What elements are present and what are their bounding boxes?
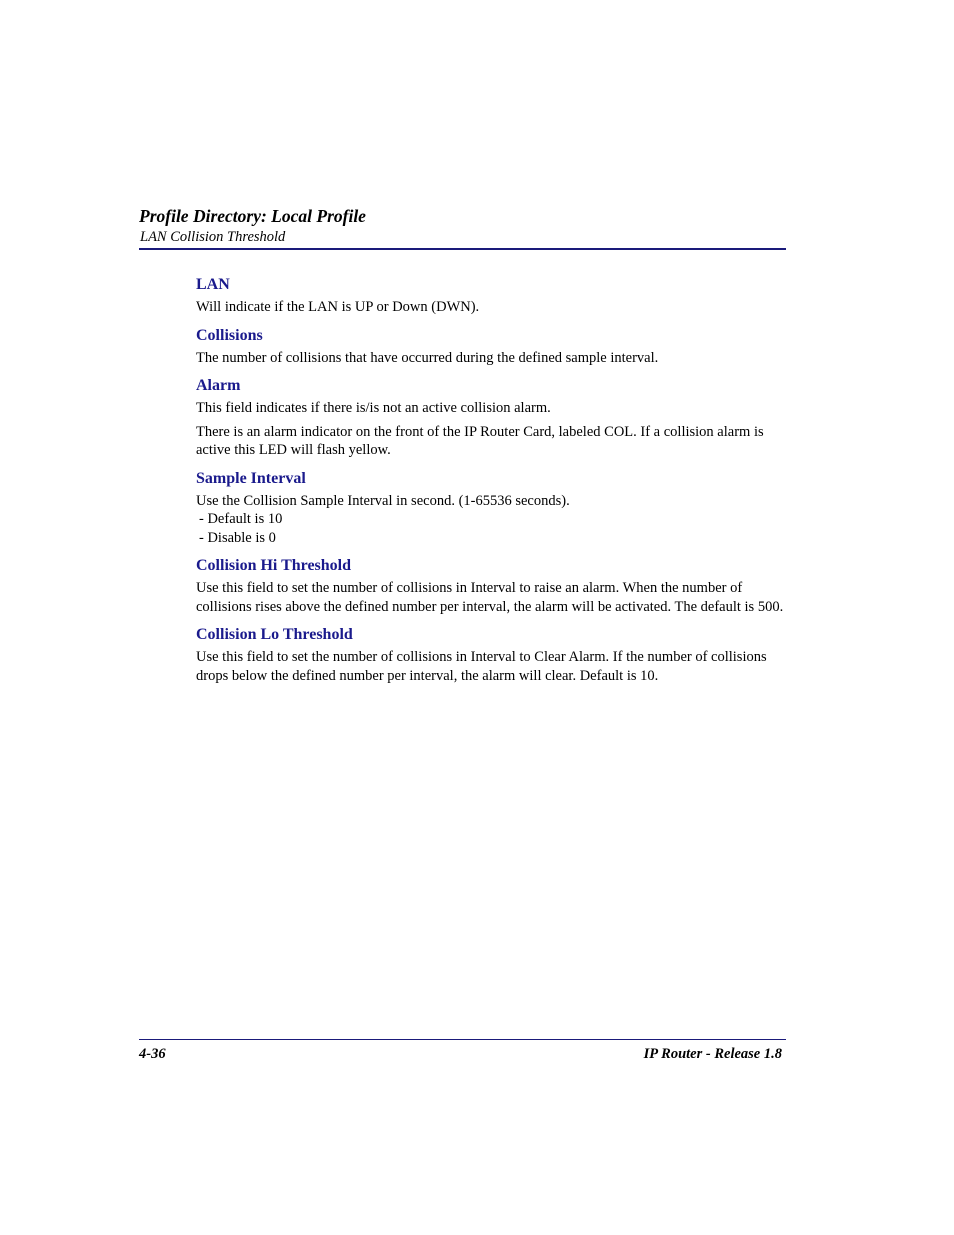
section-paragraph: Use this field to set the number of collisions in Interval to raise an alarm. When the number of collisions rises above the defined number per interval, the alarm will be activated. The default is 500. [196,580,784,615]
section-collisions [196,326,786,368]
page-number: 4-36 [139,1046,166,1062]
section-sample-interval [196,469,786,548]
section-paragraph: Use this field to set the number of collisions in Interval to Clear Alarm. If the number of collisions drops below the defined number per interval, the alarm will clear. Default is 10. [196,649,767,684]
section-paragraph: There is an alarm indicator on the front of the IP Router Card, labeled COL. If a collision alarm is active this LED will flash yellow. [196,423,764,458]
section-paragraph: The number of collisions that have occurred during the defined sample interval. [196,349,659,366]
section-paragraph: This field indicates if there is/is not an active collision alarm. [196,400,551,416]
list-item: - Disable is 0 [199,529,276,546]
section-heading: Collisions [196,326,263,344]
page-title: Profile Directory: Local Profile [139,206,366,226]
footer-product: IP Router - Release 1.8 [643,1046,782,1062]
section-heading: Alarm [196,377,241,394]
section-heading: Collision Hi Threshold [196,557,352,574]
list-item: - Default is 10 [199,511,283,527]
section-lan [196,275,786,317]
section-heading: LAN [196,276,230,293]
section-collision-lo-threshold [196,625,786,685]
header-divider [139,248,786,250]
section-alarm [196,376,786,460]
section-heading: Collision Lo Threshold [196,626,353,643]
content-body [196,275,786,694]
section-heading: Sample Interval [196,469,306,487]
section-paragraph: Use the Collision Sample Interval in second. (1-65536 seconds). [196,492,570,509]
footer-divider [139,1039,786,1040]
section-collision-hi-threshold [196,556,786,616]
page-subtitle: LAN Collision Threshold [140,229,286,245]
section-paragraph: Will indicate if the LAN is UP or Down (DWN). [196,299,480,315]
